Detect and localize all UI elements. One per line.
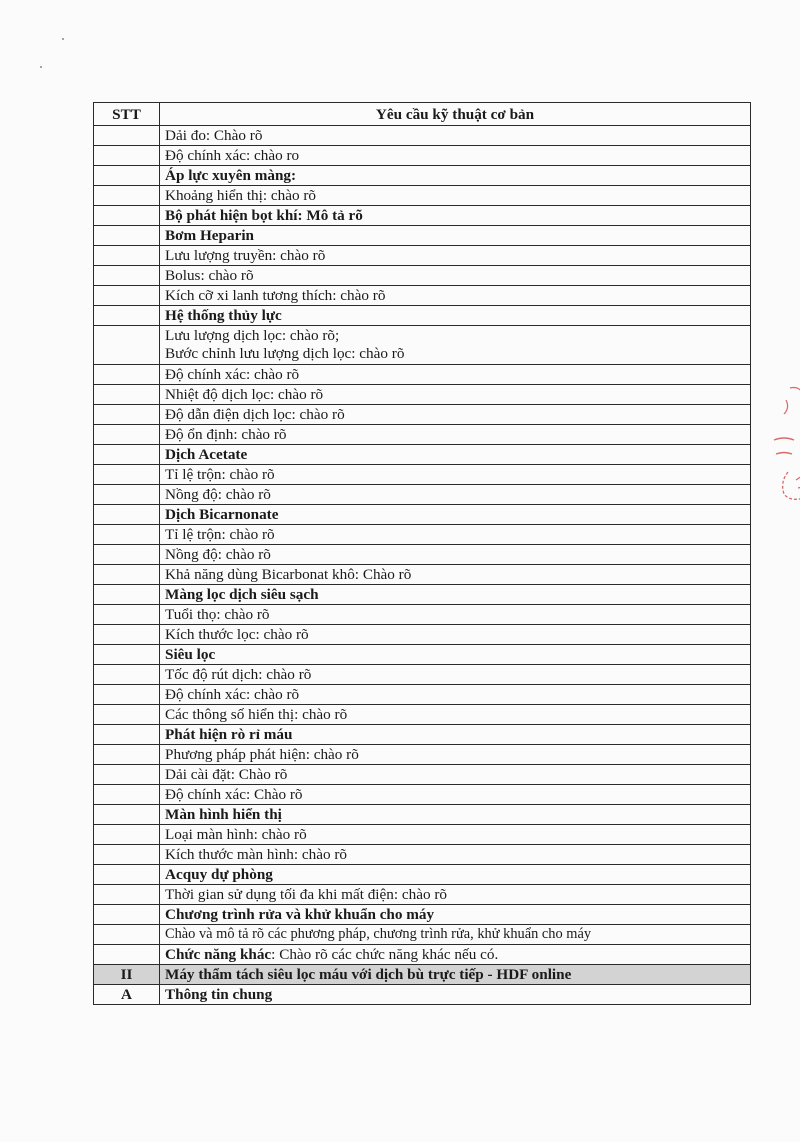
row-stt-cell xyxy=(94,385,160,405)
row-requirement-cell: Loại màn hình: chào rõ xyxy=(160,825,751,845)
table-row xyxy=(94,585,751,605)
table-row xyxy=(94,925,751,945)
table-row xyxy=(94,326,751,365)
row-requirement-cell: Dịch Acetate xyxy=(160,445,751,465)
row-stt-cell xyxy=(94,665,160,685)
row-requirement-cell: Dải đo: Chào rõ xyxy=(160,126,751,146)
table-row xyxy=(94,825,751,845)
row-requirement-cell: Độ chính xác: chào rõ xyxy=(160,365,751,385)
row-requirement-cell: Nồng độ: chào rõ xyxy=(160,545,751,565)
row-stt-cell xyxy=(94,925,160,945)
row-stt-cell xyxy=(94,805,160,825)
row-stt-cell xyxy=(94,166,160,186)
table-row xyxy=(94,306,751,326)
row-requirement-cell: Phát hiện rò rỉ máu xyxy=(160,725,751,745)
row-requirement-cell: Khoảng hiển thị: chào rõ xyxy=(160,186,751,206)
row-stt-cell xyxy=(94,206,160,226)
row-requirement-cell: Màng lọc dịch siêu sạch xyxy=(160,585,751,605)
row-requirement-cell: Siêu lọc xyxy=(160,645,751,665)
row-stt-cell xyxy=(94,725,160,745)
row-stt-cell xyxy=(94,505,160,525)
row-requirement-cell: Phương pháp phát hiện: chào rõ xyxy=(160,745,751,765)
technical-spec-table xyxy=(93,102,751,1005)
requirement-line: Lưu lượng dịch lọc: chào rõ; xyxy=(165,327,340,344)
row-stt-cell xyxy=(94,445,160,465)
row-requirement-cell: Tỉ lệ trộn: chào rõ xyxy=(160,525,751,545)
row-stt-cell xyxy=(94,365,160,385)
table-row xyxy=(94,365,751,385)
row-stt-cell xyxy=(94,845,160,865)
header-stt: STT xyxy=(94,103,160,126)
row-requirement-cell: Chào và mô tả rõ các phương pháp, chương trình rửa, khử khuẩn cho máy xyxy=(160,925,751,945)
table-row xyxy=(94,565,751,585)
row-stt-cell xyxy=(94,405,160,425)
row-requirement-cell: Kích cỡ xi lanh tương thích: chào rõ xyxy=(160,286,751,306)
row-stt-cell xyxy=(94,625,160,645)
row-stt-cell xyxy=(94,905,160,925)
table-row xyxy=(94,805,751,825)
row-stt-cell: A xyxy=(94,985,160,1005)
table-row xyxy=(94,505,751,525)
table-row xyxy=(94,226,751,246)
table-row xyxy=(94,605,751,625)
row-stt-cell xyxy=(94,425,160,445)
table-row xyxy=(94,186,751,206)
row-requirement-cell: Khả năng dùng Bicarbonat khô: Chào rõ xyxy=(160,565,751,585)
row-stt-cell xyxy=(94,525,160,545)
row-requirement-cell: Acquy dự phòng xyxy=(160,865,751,885)
row-requirement-cell: Nồng độ: chào rõ xyxy=(160,485,751,505)
row-requirement-cell: Dịch Bicarnonate xyxy=(160,505,751,525)
table-row xyxy=(94,885,751,905)
table-header-row xyxy=(94,103,751,126)
row-requirement-cell: Bolus: chào rõ xyxy=(160,266,751,286)
table-row xyxy=(94,945,751,965)
row-requirement-cell: Độ chính xác: chào ro xyxy=(160,146,751,166)
row-stt-cell xyxy=(94,306,160,326)
table-row xyxy=(94,685,751,705)
row-stt-cell xyxy=(94,645,160,665)
row-stt-cell xyxy=(94,286,160,306)
scan-speck xyxy=(62,38,64,40)
row-requirement-cell xyxy=(160,945,751,965)
table-row xyxy=(94,266,751,286)
row-requirement-cell xyxy=(160,326,751,365)
table-row xyxy=(94,845,751,865)
row-stt-cell xyxy=(94,545,160,565)
table-row xyxy=(94,965,751,985)
row-requirement-cell: Kích thước màn hình: chào rõ xyxy=(160,845,751,865)
row-requirement-cell: Chương trình rửa và khử khuẩn cho máy xyxy=(160,905,751,925)
row-requirement-cell: Thông tin chung xyxy=(160,985,751,1005)
table-row xyxy=(94,865,751,885)
red-stamp-fragment xyxy=(768,380,800,510)
row-requirement-cell: Bơm Heparin xyxy=(160,226,751,246)
row-requirement-cell: Độ chính xác: Chào rõ xyxy=(160,785,751,805)
row-stt-cell: II xyxy=(94,965,160,985)
row-requirement-cell: Độ ổn định: chào rõ xyxy=(160,425,751,445)
table-row xyxy=(94,445,751,465)
table-row xyxy=(94,246,751,266)
table-row xyxy=(94,985,751,1005)
row-stt-cell xyxy=(94,885,160,905)
row-stt-cell xyxy=(94,465,160,485)
table-row xyxy=(94,765,751,785)
table-row xyxy=(94,206,751,226)
row-requirement-cell: Máy thẩm tách siêu lọc máu với dịch bù trực tiếp - HDF online xyxy=(160,965,751,985)
row-requirement-cell: Bộ phát hiện bọt khí: Mô tả rõ xyxy=(160,206,751,226)
table-row xyxy=(94,625,751,645)
row-stt-cell xyxy=(94,126,160,146)
row-stt-cell xyxy=(94,146,160,166)
row-requirement-cell: Lưu lượng truyền: chào rõ xyxy=(160,246,751,266)
table-body xyxy=(94,126,751,1005)
table-row xyxy=(94,425,751,445)
row-stt-cell xyxy=(94,825,160,845)
table-row xyxy=(94,725,751,745)
row-stt-cell xyxy=(94,226,160,246)
row-requirement-cell: Dải cài đặt: Chào rõ xyxy=(160,765,751,785)
row-stt-cell xyxy=(94,745,160,765)
table-row xyxy=(94,645,751,665)
row-requirement-cell: Độ dẫn điện dịch lọc: chào rõ xyxy=(160,405,751,425)
scan-speck xyxy=(40,66,42,68)
requirement-line: Bước chỉnh lưu lượng dịch lọc: chào rõ xyxy=(165,345,405,362)
row-stt-cell xyxy=(94,565,160,585)
requirement-detail: : Chào rõ các chức năng khác nếu có. xyxy=(271,946,499,963)
table-row xyxy=(94,905,751,925)
requirement-heading: Chức năng khác xyxy=(165,946,272,963)
row-stt-cell xyxy=(94,685,160,705)
table-row xyxy=(94,385,751,405)
row-stt-cell xyxy=(94,865,160,885)
table-row xyxy=(94,705,751,725)
row-stt-cell xyxy=(94,585,160,605)
table-row xyxy=(94,665,751,685)
table-row xyxy=(94,166,751,186)
row-requirement-cell: Áp lực xuyên màng: xyxy=(160,166,751,186)
table-row xyxy=(94,126,751,146)
row-stt-cell xyxy=(94,785,160,805)
table-row xyxy=(94,146,751,166)
row-requirement-cell: Màn hình hiển thị xyxy=(160,805,751,825)
row-stt-cell xyxy=(94,326,160,365)
table-row xyxy=(94,545,751,565)
row-requirement-cell: Độ chính xác: chào rõ xyxy=(160,685,751,705)
table-row xyxy=(94,485,751,505)
row-stt-cell xyxy=(94,705,160,725)
row-requirement-cell: Các thông số hiển thị: chào rõ xyxy=(160,705,751,725)
row-stt-cell xyxy=(94,765,160,785)
row-requirement-cell: Tỉ lệ trộn: chào rõ xyxy=(160,465,751,485)
table-row xyxy=(94,405,751,425)
header-requirements: Yêu cầu kỹ thuật cơ bản xyxy=(160,103,751,126)
row-requirement-cell: Hệ thống thủy lực xyxy=(160,306,751,326)
row-requirement-cell: Nhiệt độ dịch lọc: chào rõ xyxy=(160,385,751,405)
table-row xyxy=(94,465,751,485)
row-stt-cell xyxy=(94,266,160,286)
row-requirement-cell: Thời gian sử dụng tối đa khi mất điện: chào rõ xyxy=(160,885,751,905)
table-row xyxy=(94,525,751,545)
row-stt-cell xyxy=(94,186,160,206)
row-stt-cell xyxy=(94,945,160,965)
row-requirement-cell: Tốc độ rút dịch: chào rõ xyxy=(160,665,751,685)
row-requirement-cell: Kích thước lọc: chào rõ xyxy=(160,625,751,645)
row-stt-cell xyxy=(94,485,160,505)
row-requirement-cell: Tuổi thọ: chào rõ xyxy=(160,605,751,625)
table-row xyxy=(94,745,751,765)
row-stt-cell xyxy=(94,605,160,625)
row-stt-cell xyxy=(94,246,160,266)
table-row xyxy=(94,785,751,805)
table-row xyxy=(94,286,751,306)
